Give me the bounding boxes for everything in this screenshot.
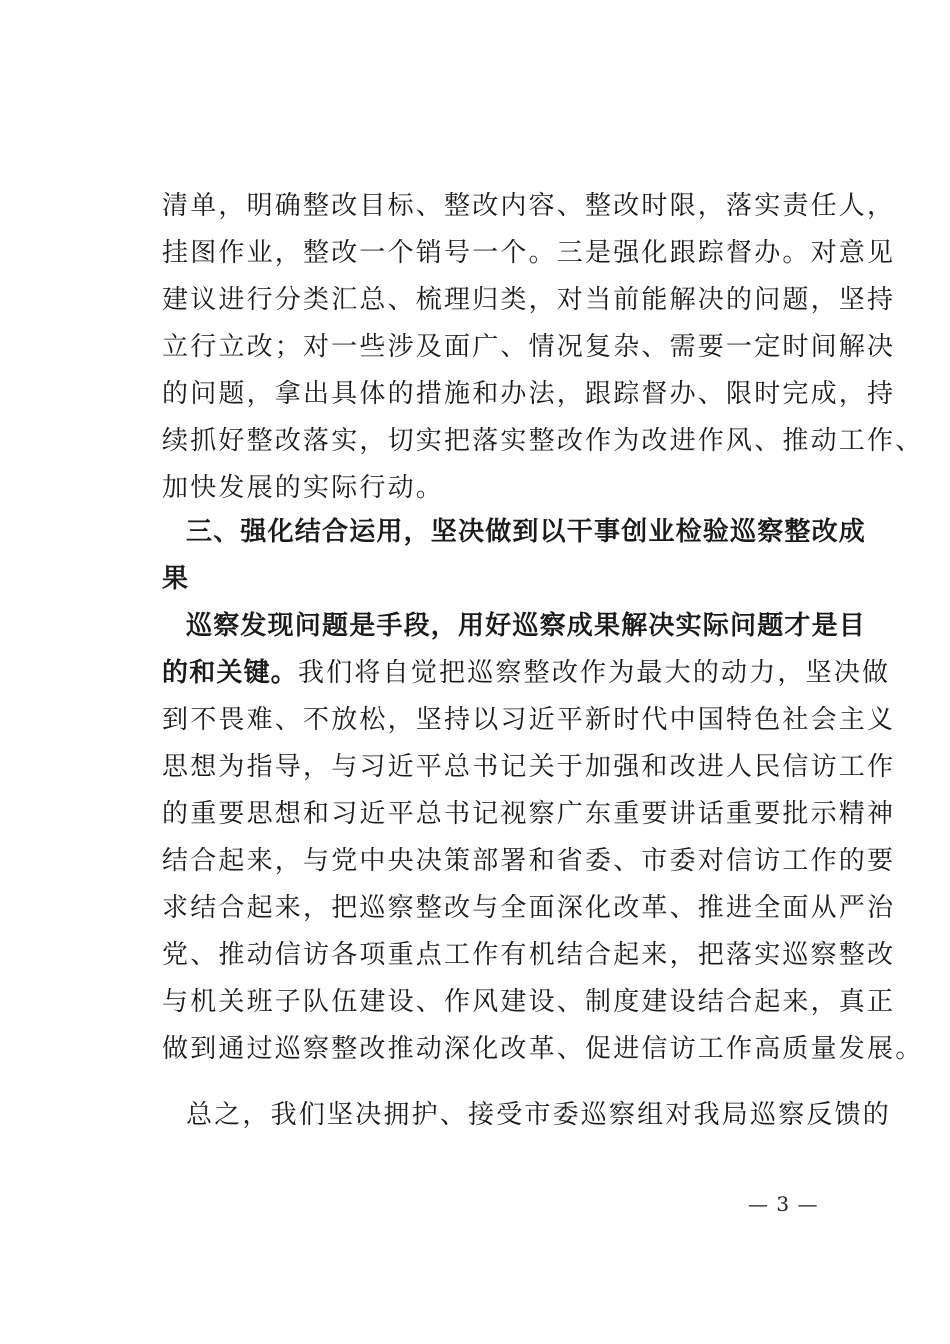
text-span: 我们将自觉把巡察整改作为最大的动力，坚决做	[298, 658, 891, 688]
text-line: 的重要思想和习近平总书记视察广东重要讲话重要批示精神	[162, 799, 896, 829]
text-line: 思想为指导，与习近平总书记关于加强和改进人民信访工作	[162, 752, 896, 782]
heading-line: 三、强化结合运用，坚决做到以干事创业检验巡察整改成	[186, 517, 867, 547]
text-line	[162, 657, 891, 689]
text-line: 加快发展的实际行动。	[162, 473, 445, 503]
text-line: 结合起来，与党中央决策部署和省委、市委对信访工作的要	[162, 846, 896, 876]
text-line: 挂图作业，整改一个销号一个。三是强化跟踪督办。对意见	[162, 238, 896, 268]
text-line: 与机关班子队伍建设、作风建设、制度建设结合起来，真正	[162, 987, 896, 1017]
text-line: 总之，我们坚决拥护、接受市委巡察组对我局巡察反馈的	[186, 1100, 892, 1130]
heading-line: 果	[162, 564, 190, 594]
text-line: 建议进行分类汇总、梳理归类，对当前能解决的问题，坚持	[162, 285, 896, 315]
page-number: — 3 —	[748, 1192, 819, 1216]
text-line: 党、推动信访各项重点工作有机结合起来，把落实巡察整改	[162, 940, 896, 970]
text-line: 清单，明确整改目标、整改内容、整改时限，落实责任人，	[162, 191, 896, 221]
text-line: 做到通过巡察整改推动深化改革、促进信访工作高质量发展。	[162, 1034, 924, 1064]
text-line: 续抓好整改落实，切实把落实整改作为改进作风、推动工作、	[162, 426, 924, 456]
text-line: 的问题，拿出具体的措施和办法，跟踪督办、限时完成，持	[162, 379, 896, 409]
lead-sentence-line: 巡察发现问题是手段，用好巡察成果解决实际问题才是目	[186, 611, 867, 641]
text-line: 到不畏难、不放松，坚持以习近平新时代中国特色社会主义	[162, 705, 896, 735]
lead-sentence-tail: 的和关键。	[162, 658, 299, 688]
text-line: 立行立改；对一些涉及面广、情况复杂、需要一定时间解决	[162, 332, 896, 362]
text-line: 求结合起来，把巡察整改与全面深化改革、推进全面从严治	[162, 893, 896, 923]
